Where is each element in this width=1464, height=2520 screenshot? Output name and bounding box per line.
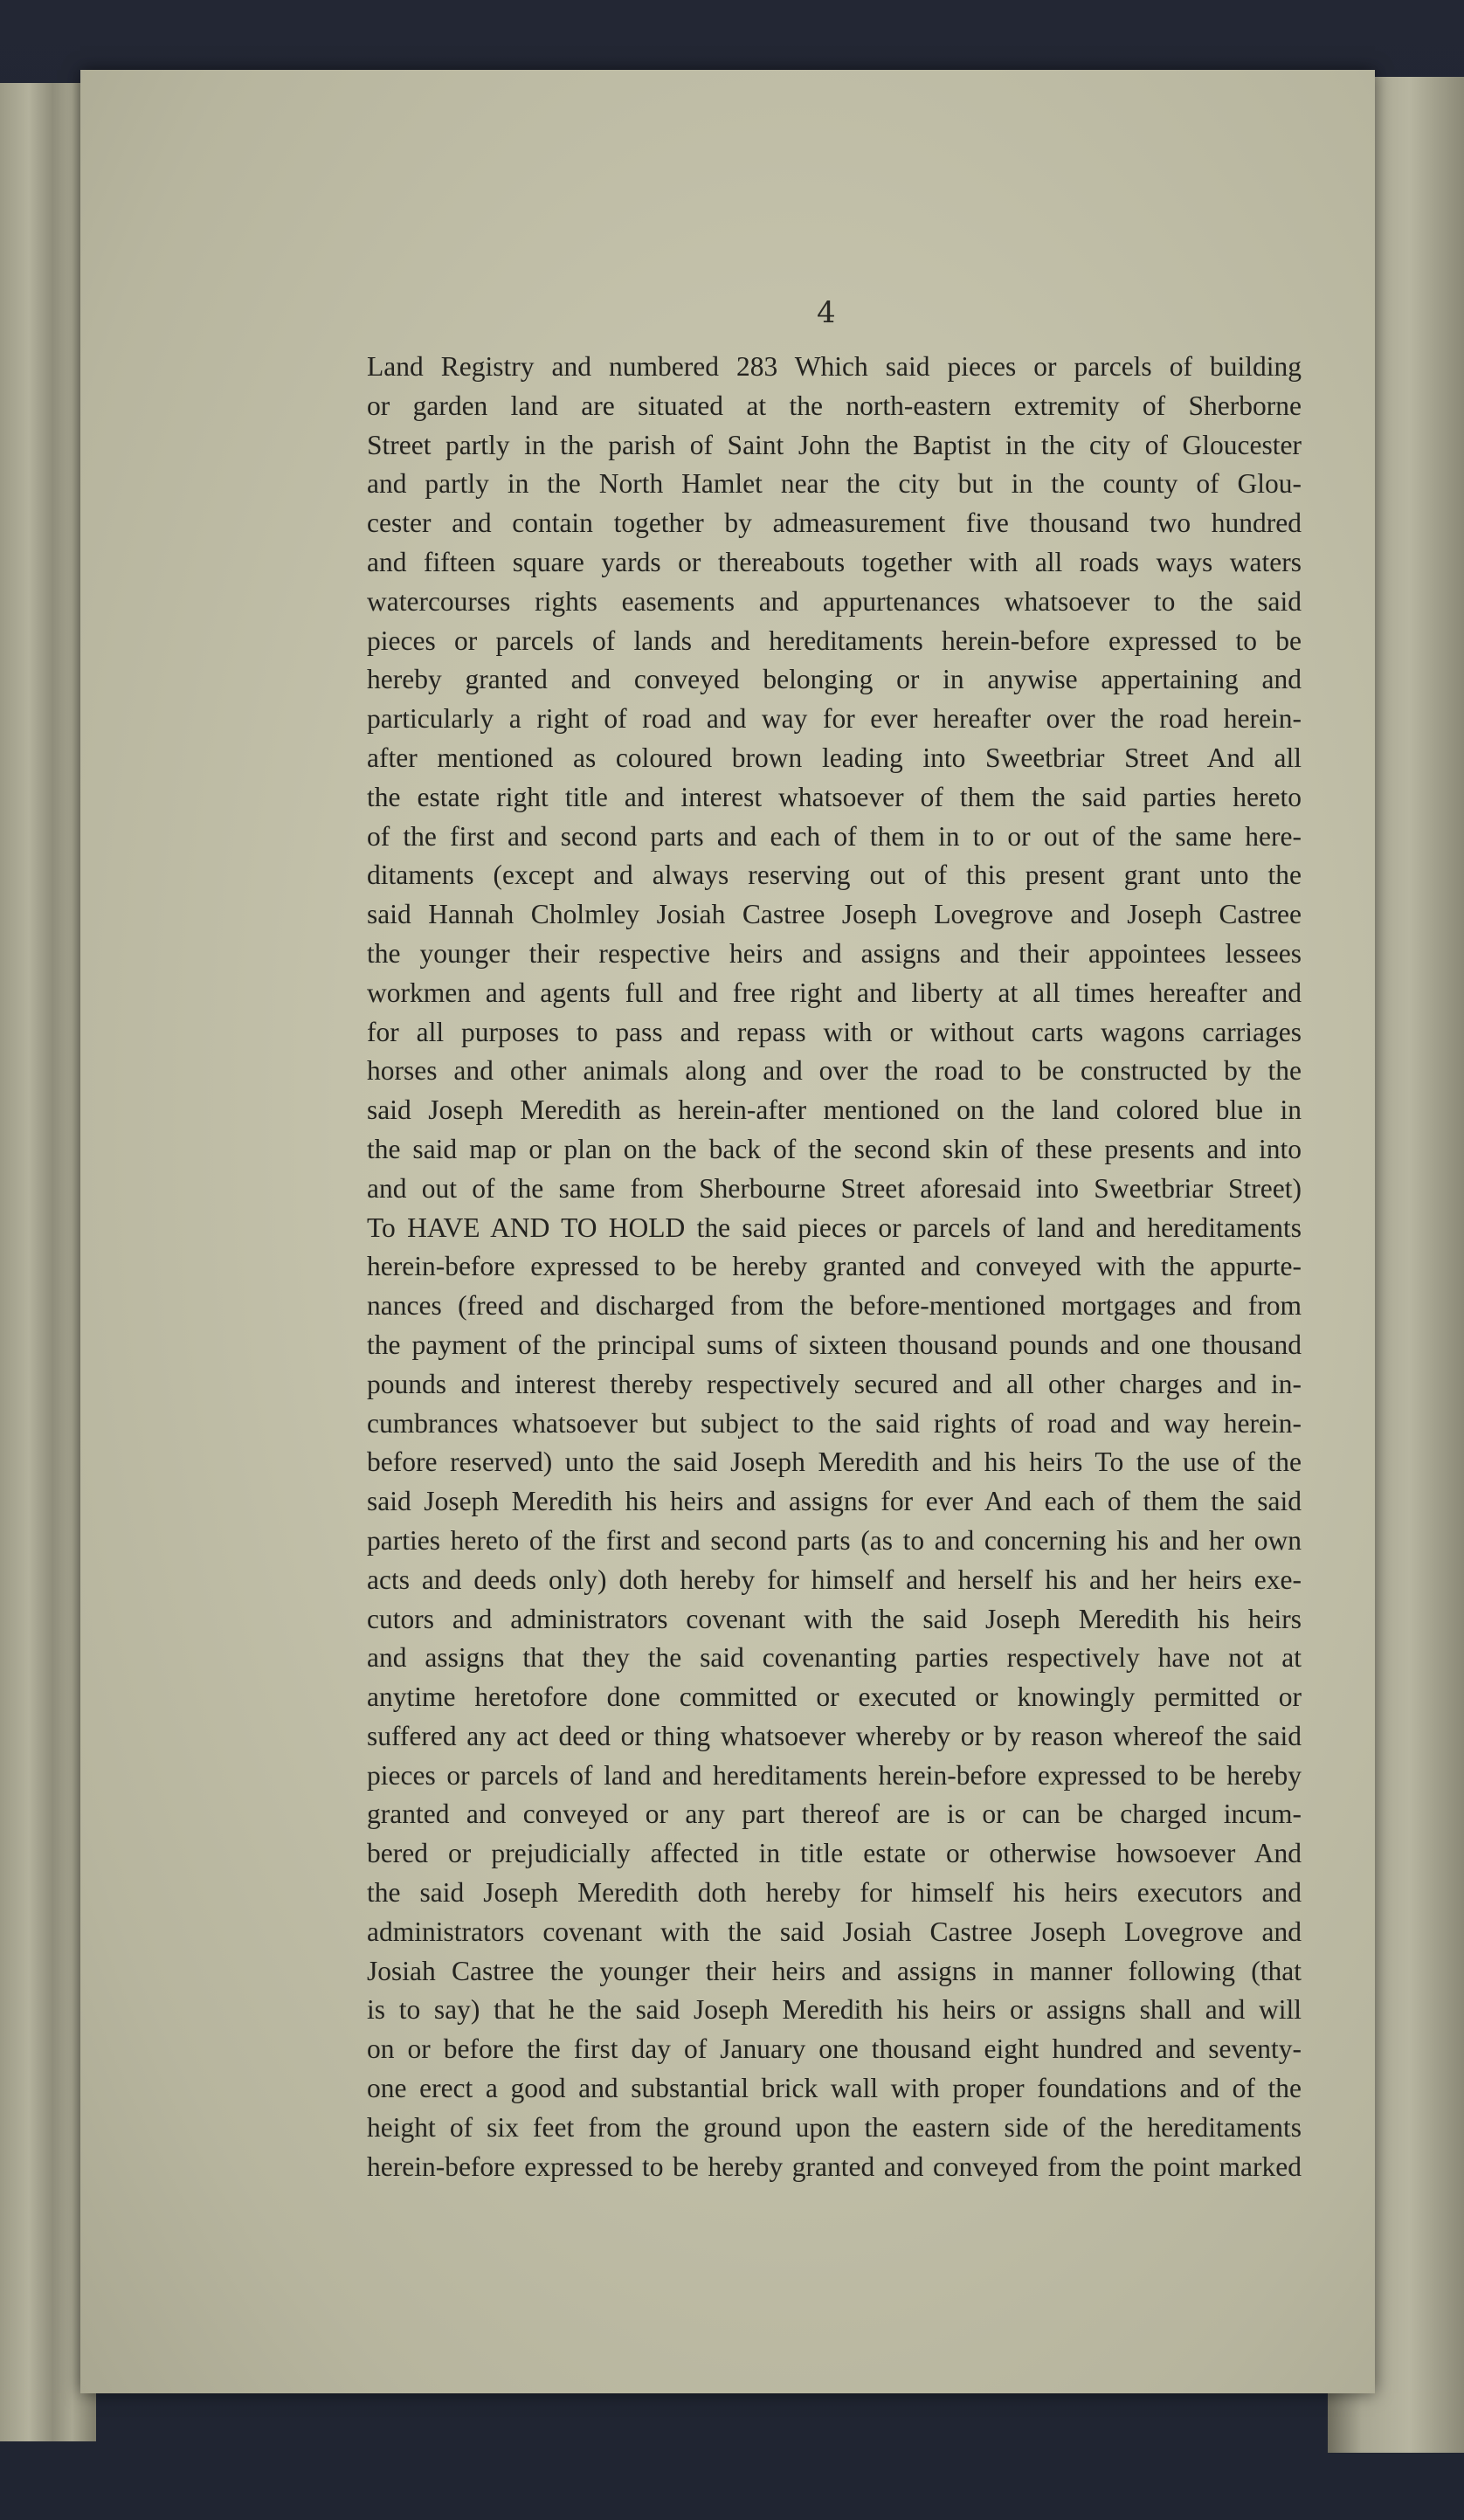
text-line: cester and contain together by admeasurement five thousand two hundred [367, 507, 1302, 539]
text-line: hereby granted and conveyed belonging or in anywise appertaining and [367, 664, 1302, 695]
text-line: before reserved) unto the said Joseph Meredith and his heirs To the use of the [367, 1446, 1302, 1478]
text-line: Land Registry and numbered 283 Which said pieces or parcels of building [367, 351, 1302, 382]
text-line: the payment of the principal sums of sixteen thousand pounds and one thousand [367, 1329, 1302, 1360]
text-line: or garden land are situated at the north-eastern extremity of Sherborne [367, 390, 1302, 421]
text-line: pieces or parcels of lands and hereditaments herein-before expressed to be [367, 625, 1302, 656]
text-line: after mentioned as coloured brown leading into Sweetbriar Street And all [367, 742, 1302, 773]
text-line: herein-before expressed to be hereby granted and conveyed from the point marked [367, 2151, 1302, 2182]
page-number: 4 [817, 295, 836, 330]
text-line: pieces or parcels of land and hereditaments herein-before expressed to be hereby [367, 1759, 1302, 1791]
text-line: acts and deeds only) doth hereby for himself and herself his and her heirs exe- [367, 1564, 1302, 1595]
text-line: height of six feet from the ground upon the eastern side of the hereditaments [367, 2111, 1302, 2143]
text-line: and out of the same from Sherbourne Street aforesaid into Sweetbriar Street) [367, 1172, 1302, 1204]
text-line: herein-before expressed to be hereby granted and conveyed with the appurte- [367, 1251, 1302, 1282]
text-line: the said map or plan on the back of the second skin of these presents and into [367, 1133, 1302, 1164]
text-line: horses and other animals along and over the road to be constructed by the [367, 1055, 1302, 1087]
text-line: particularly a right of road and way for ever hereafter over the road herein- [367, 703, 1302, 735]
text-line: the said Joseph Meredith doth hereby for himself his heirs executors and [367, 1877, 1302, 1909]
text-line: granted and conveyed or any part thereof are is or can be charged incum- [367, 1799, 1302, 1830]
text-line: said Joseph Meredith as herein-after mentioned on the land colored blue in [367, 1094, 1302, 1126]
text-line: workmen and agents full and free right and liberty at all times hereafter and [367, 977, 1302, 1008]
text-line: anytime heretofore done committed or executed or knowingly permitted or [367, 1681, 1302, 1713]
text-line: said Joseph Meredith his heirs and assigns for ever And each of them the said [367, 1486, 1302, 1517]
text-line: cutors and administrators covenant with the said Joseph Meredith his heirs [367, 1603, 1302, 1634]
text-line: and assigns that they the said covenanting parties respectively have not at [367, 1642, 1302, 1674]
text-line: nances (freed and discharged from the before-mentioned mortgages and from [367, 1290, 1302, 1322]
text-line: bered or prejudicially affected in title estate or otherwise howsoever And [367, 1838, 1302, 1869]
text-line: and partly in the North Hamlet near the city but in the county of Glou- [367, 468, 1302, 500]
text-line: on or before the first day of January one thousand eight hundred and seventy- [367, 2033, 1302, 2065]
text-line: one erect a good and substantial brick wall with proper foundations and of the [367, 2073, 1302, 2104]
text-line: Street partly in the parish of Saint John the Baptist in the city of Gloucester [367, 429, 1302, 460]
text-line: suffered any act deed or thing whatsoever whereby or by reason whereof the said [367, 1720, 1302, 1751]
text-line: Josiah Castree the younger their heirs and assigns in manner following (that [367, 1955, 1302, 1986]
text-line: the estate right title and interest whatsoever of them the said parties hereto [367, 781, 1302, 812]
text-line: is to say) that he the said Joseph Meredith his heirs or assigns shall and will [367, 1994, 1302, 2026]
text-line: said Hannah Cholmley Josiah Castree Joseph Lovegrove and Joseph Castree [367, 899, 1302, 930]
text-line: and fifteen square yards or thereabouts together with all roads ways waters [367, 546, 1302, 577]
text-line: for all purposes to pass and repass with or without carts wagons carriages [367, 1016, 1302, 1047]
text-line: ditaments (except and always reserving out of this present grant unto the [367, 860, 1302, 891]
text-line: pounds and interest thereby respectively secured and all other charges and in- [367, 1368, 1302, 1399]
text-line: cumbrances whatsoever but subject to the said rights of road and way herein- [367, 1407, 1302, 1439]
text-line: of the first and second parts and each of them in to or out of the same here- [367, 820, 1302, 852]
text-line: parties hereto of the first and second parts (as to and concerning his and her own [367, 1524, 1302, 1556]
text-line: To HAVE AND TO HOLD the said pieces or parcels of land and hereditaments [367, 1212, 1302, 1243]
body-text [367, 348, 1302, 2186]
text-line: administrators covenant with the said Josiah Castree Joseph Lovegrove and [367, 1916, 1302, 1947]
text-line: the younger their respective heirs and assigns and their appointees lessees [367, 937, 1302, 969]
text-line: watercourses rights easements and appurtenances whatsoever to the said [367, 585, 1302, 617]
